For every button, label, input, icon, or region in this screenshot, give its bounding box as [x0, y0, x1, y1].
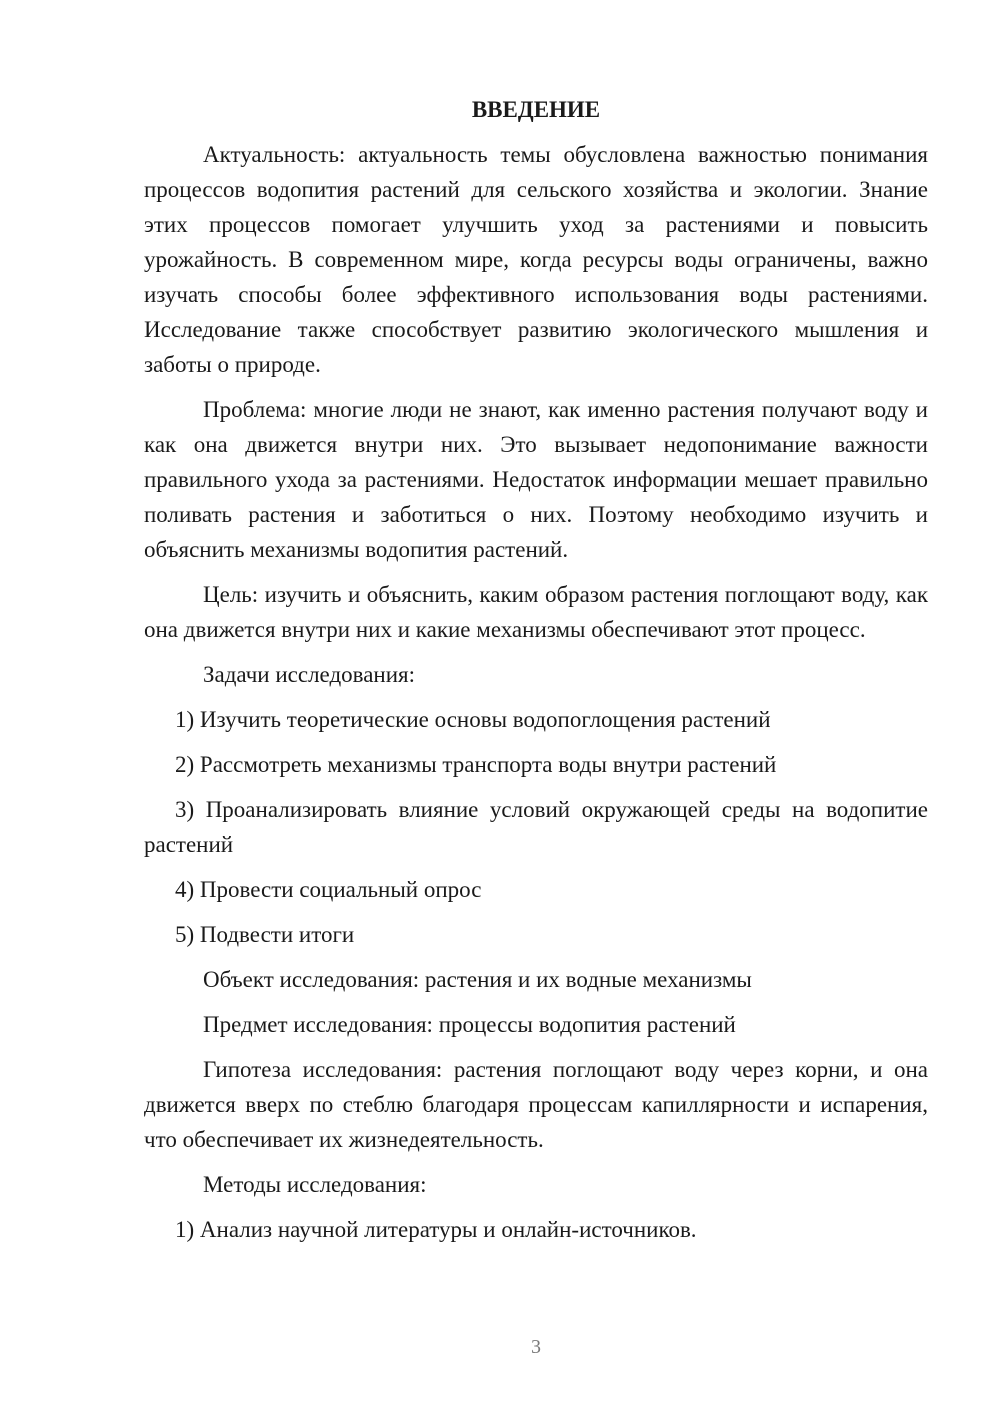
- goal-paragraph: Цель: изучить и объяснить, каким образом растения поглощают воду, как она движется внутри них и какие механизмы обеспечивают этот процесс.: [144, 582, 928, 642]
- research-object: Объект исследования: растения и их водные механизмы: [203, 967, 752, 992]
- task-item-3: 3) Проанализировать влияние условий окружающей среды на водопитие растений: [144, 797, 928, 857]
- research-hypothesis: Гипотеза исследования: растения поглощают воду через корни, и она движется вверх по стеблю благодаря процессам капиллярности и испарения, что обеспечивает их жизнедеятельность.: [144, 1057, 928, 1152]
- page-content: [144, 92, 928, 1257]
- section-title: ВВЕДЕНИЕ: [471, 97, 601, 122]
- relevance-paragraph: Актуальность: актуальность темы обусловлена важностью понимания процессов водопития растений для сельского хозяйства и экологии. Знание этих процессов помогает улучшить уход за растениями и повысить урожайность. В современном мире, когда ресурсы воды ограничены, важно изучать способы более эффективного использования воды растениями. Исследование также способствует развитию экологического мышления и заботы о природе.: [144, 142, 928, 377]
- task-item-2: 2) Рассмотреть механизмы транспорта воды внутри растений: [175, 752, 777, 777]
- research-subject: Предмет исследования: процессы водопития растений: [203, 1012, 736, 1037]
- page-number: 3: [531, 1336, 541, 1358]
- task-item-4: 4) Провести социальный опрос: [175, 877, 482, 902]
- problem-paragraph: Проблема: многие люди не знают, как именно растения получают воду и как она движется внутри них. Это вызывает недопонимание важности правильного ухода за растениями. Недостаток информации мешает правильно поливать растения и заботиться о них. Поэтому необходимо изучить и объяснить механизмы водопития растений.: [144, 397, 928, 562]
- method-item-1: 1) Анализ научной литературы и онлайн-источников.: [175, 1217, 697, 1242]
- tasks-heading: Задачи исследования:: [203, 662, 416, 687]
- task-item-1: 1) Изучить теоретические основы водопоглощения растений: [175, 707, 771, 732]
- methods-heading: Методы исследования:: [203, 1172, 427, 1197]
- task-item-5: 5) Подвести итоги: [175, 922, 355, 947]
